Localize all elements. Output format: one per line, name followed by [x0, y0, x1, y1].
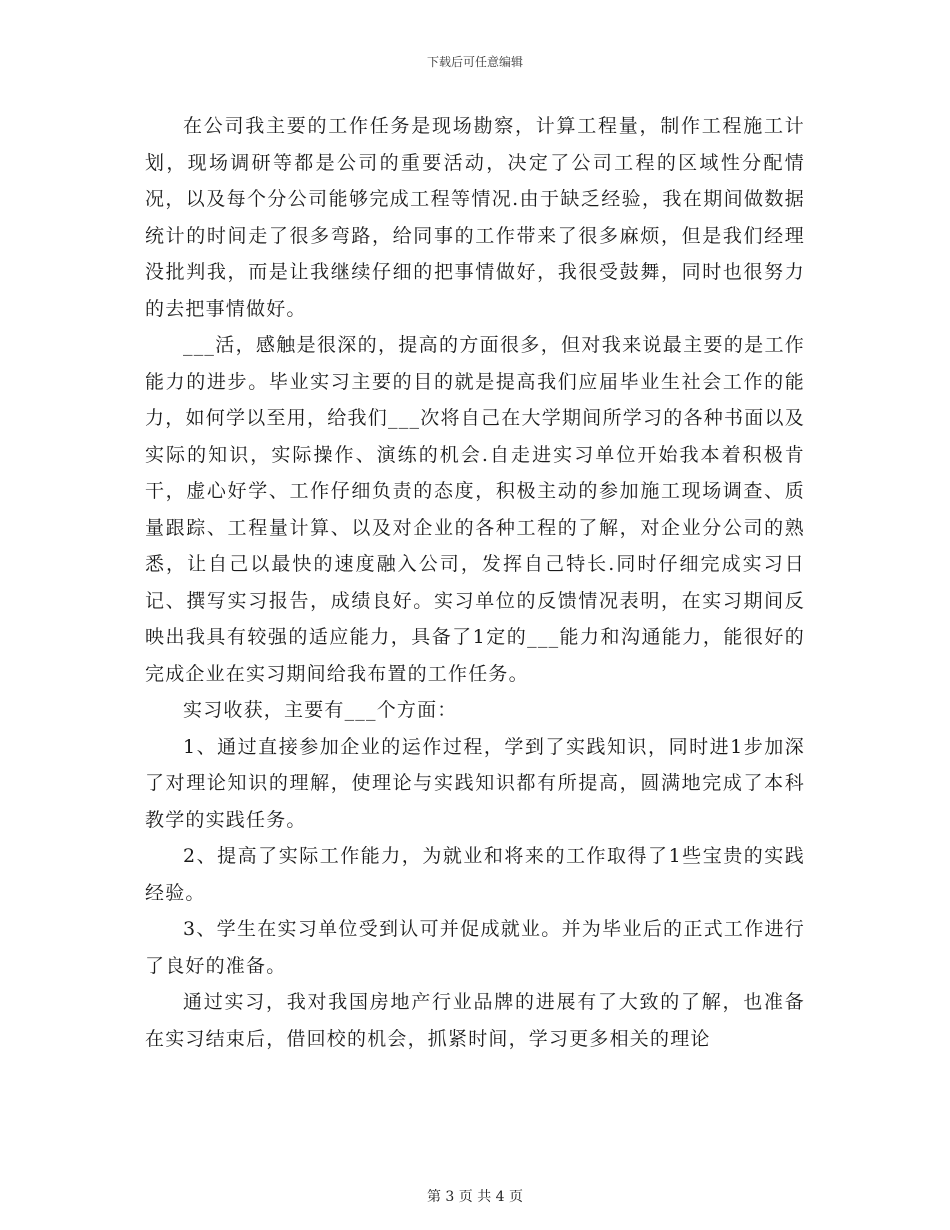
document-body — [145, 108, 805, 1057]
paragraph-gain-2: 2、提高了实际工作能力，为就业和将来的工作取得了1些宝贵的实践经验。 — [145, 845, 805, 904]
paragraph-internship-feelings: ___活，感触是很深的，提高的方面很多，但对我来说最主要的是工作能力的进步。毕业实习主要的目的就是提高我们应届毕业生社会工作的能力，如何学以至用，给我们___次将自己在大学期间所学习的各种书面以及实际的知识，实际操作、演练的机会.自走进实习单位开始我本着积极肯干，虚心好学、工作仔细负责的态度，积极主动的参加施工现场调查、质量跟踪、工程量计算、以及对企业的各种工程的了解，对企业分公司的熟悉，让自己以最快的速度融入公司，发挥自己特长.同时仔细完成实习日记、撰写实习报告，成绩良好。实习单位的反馈情况表明，在实习期间反映出我具有较强的适应能力，具备了1定的___能力和沟通能力，能很好的完成企业在实习期间给我布置的工作任务。 — [145, 334, 805, 685]
paragraph-gain-3: 3、学生在实习单位受到认可并促成就业。并为毕业后的正式工作进行了良好的准备。 — [145, 918, 805, 977]
paragraph-gains-intro: 实习收获，主要有___个方面： — [183, 699, 458, 721]
paragraph-gain-1: 1、通过直接参加企业的运作过程，学到了实践知识，同时进1步加深了对理论知识的理解，使理论与实践知识都有所提高，圆满地完成了本科教学的实践任务。 — [145, 735, 805, 831]
paragraph-conclusion: 通过实习，我对我国房地产行业品牌的进展有了大致的了解，也准备在实习结束后，借回校的机会，抓紧时间，学习更多相关的理论 — [145, 991, 805, 1050]
page-header: 下载后可任意编辑 — [426, 55, 523, 69]
paragraph-work-tasks: 在公司我主要的工作任务是现场勘察，计算工程量，制作工程施工计划，现场调研等都是公司的重要活动，决定了公司工程的区域性分配情况，以及每个分公司能够完成工程等情况.由于缺乏经验，我在期间做数据统计的时间走了很多弯路，给同事的工作带来了很多麻烦，但是我们经理没批判我，而是让我继续仔细的把事情做好，我很受鼓舞，同时也很努力的去把事情做好。 — [145, 115, 805, 320]
page-number: 第 3 页 共 4 页 — [426, 1189, 524, 1205]
